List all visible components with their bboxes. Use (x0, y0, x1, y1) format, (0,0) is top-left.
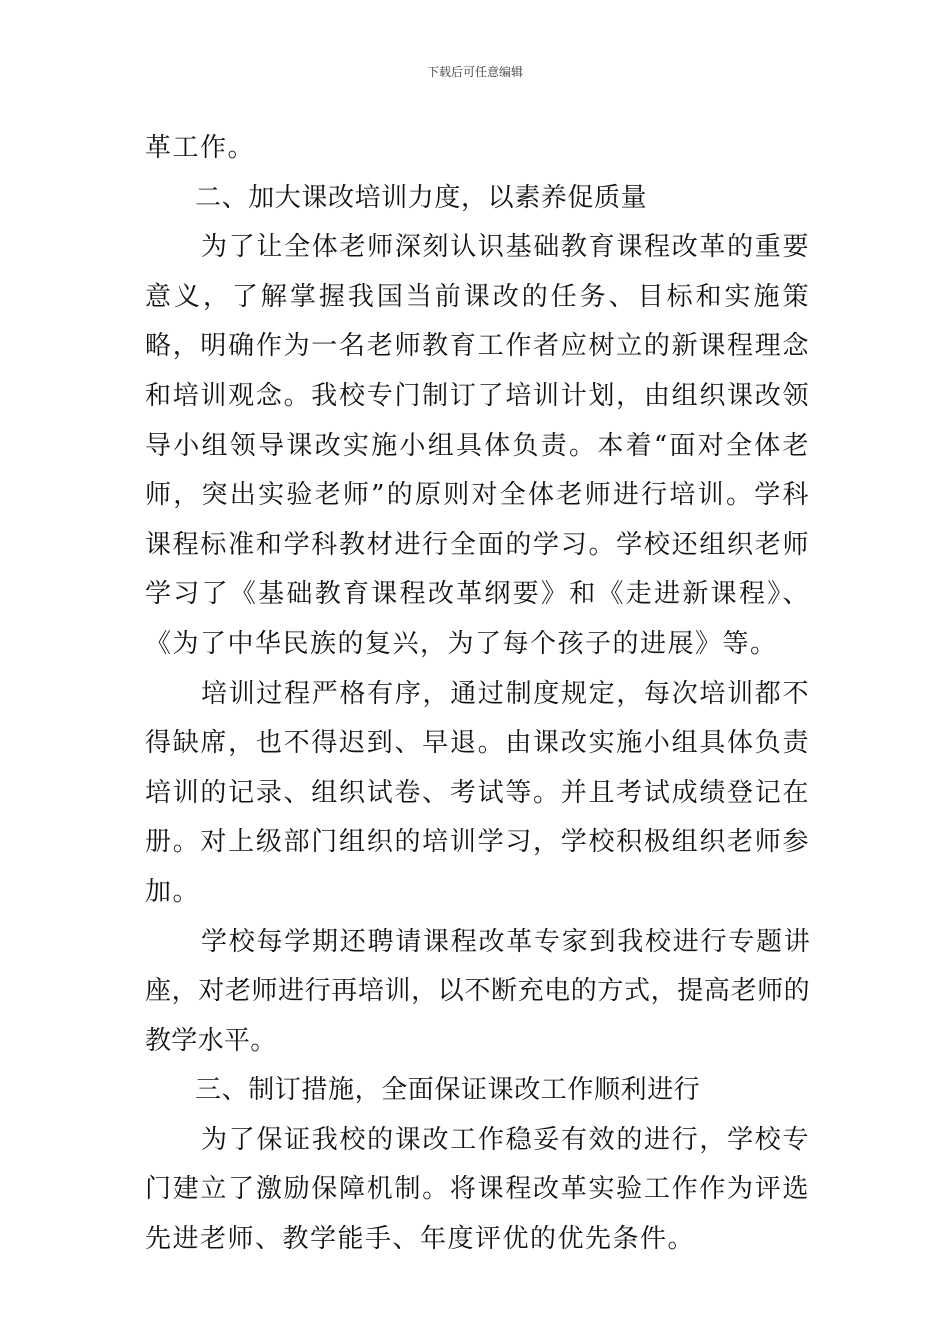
page-header-note: 下载后可任意编辑 (426, 65, 523, 79)
paragraph-training-purpose: 为了让全体老师深刻认识基础教育课程改革的重要意义，了解掌握我国当前课改的任务、目标和实施策略，明确作为一名老师教育工作者应树立的新课程理念和培训观念。我校专门制订了培训计划，由组织课改领导小组领导课改实施小组具体负责。本着“面对全体老师，突出实验老师”的原则对全体老师进行培训。学科课程标准和学科教材进行全面的学习。学校还组织老师学习了《基础教育课程改革纲要》和《走进新课程》、《为了中华民族的复兴，为了每个孩子的进展》等。 (145, 232, 810, 659)
paragraph-incentive-mechanism: 为了保证我校的课改工作稳妥有效的进行，学校专门建立了激励保障机制。将课程改革实验工作作为评选先进老师、教学能手、年度评优的优先条件。 (145, 1124, 810, 1255)
paragraph-continuation: 革工作。 (145, 133, 256, 163)
section-heading-2: 二、加大课改培训力度，以素养促质量 (195, 182, 648, 213)
paragraph-expert-lectures: 学校每学期还聘请课程改革专家到我校进行专题讲座，对老师进行再培训，以不断充电的方式，提高老师的教学水平。 (145, 926, 810, 1056)
paragraph-training-process: 培训过程严格有序，通过制度规定，每次培训都不得缺席，也不得迟到、早退。由课改实施小组具体负责培训的记录、组织试卷、考试等。并且考试成绩登记在册。对上级部门组织的培训学习，学校积极组织老师参加。 (145, 678, 810, 907)
section-heading-3: 三、制订措施，全面保证课改工作顺利进行 (195, 1075, 701, 1106)
document-body (145, 124, 810, 1265)
